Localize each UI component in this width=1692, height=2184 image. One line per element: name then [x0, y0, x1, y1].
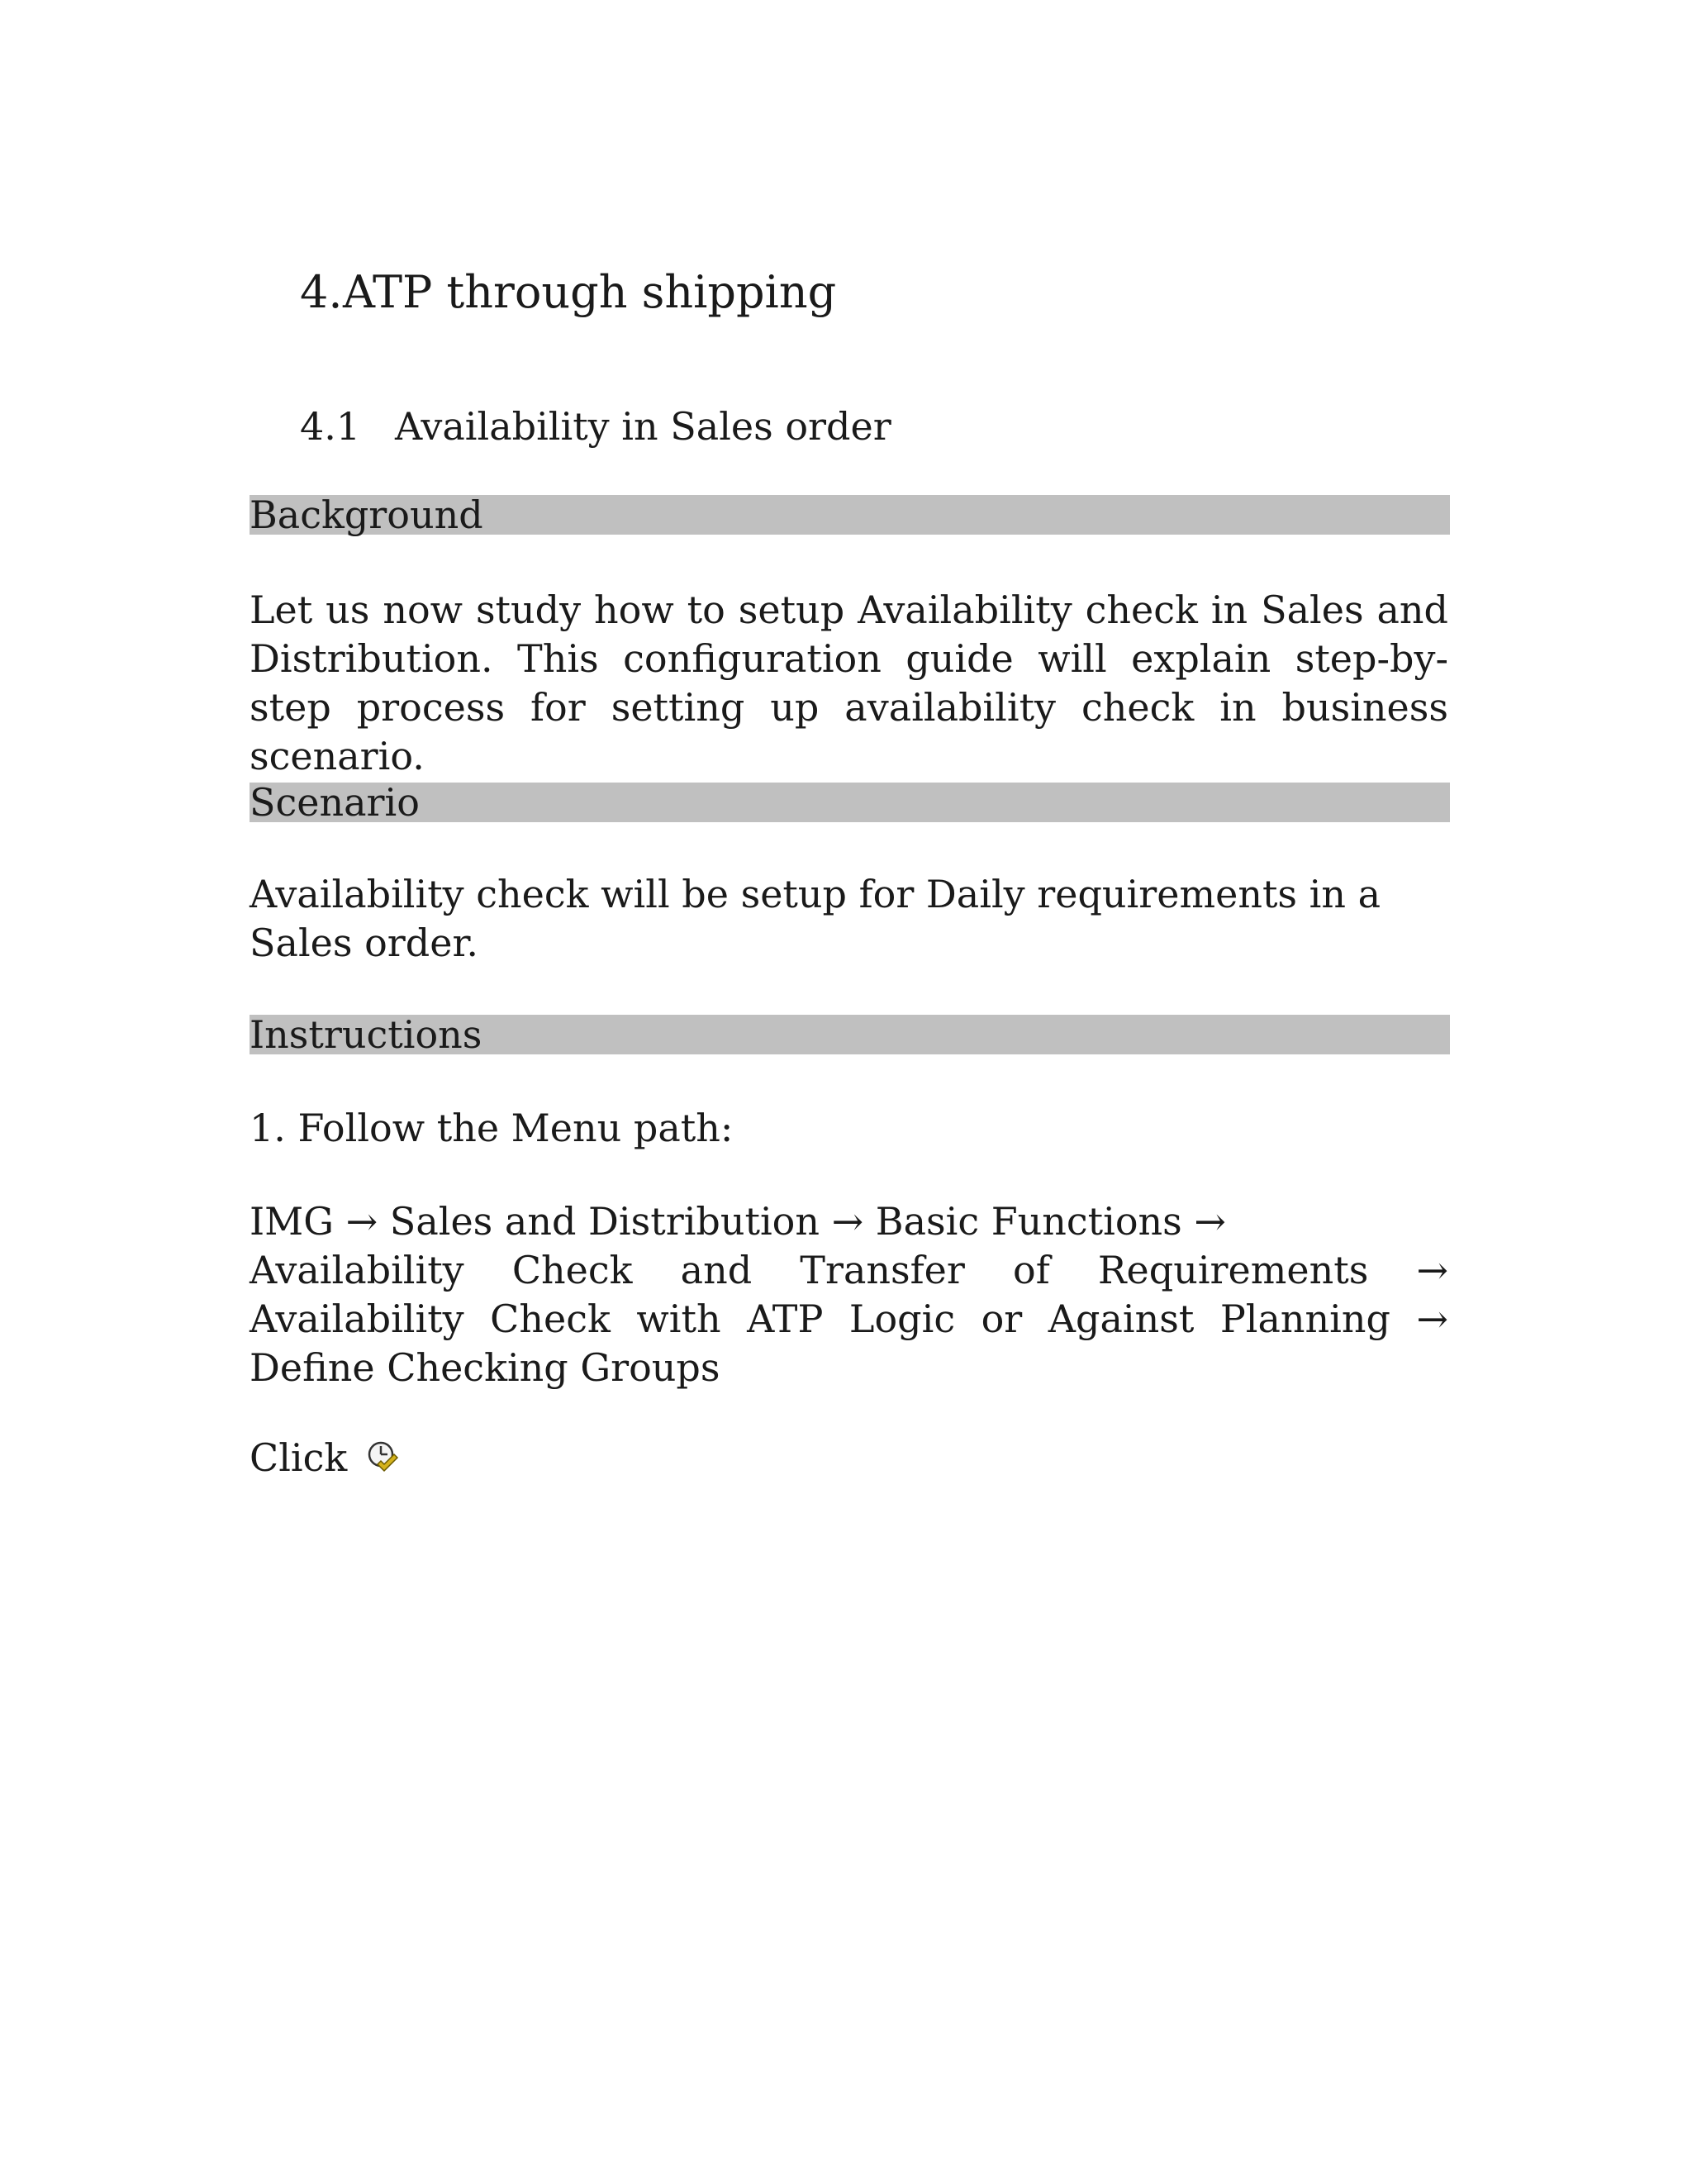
section-heading — [300, 404, 891, 449]
scenario-text — [250, 870, 1448, 968]
instructions-label: Instructions — [250, 1015, 1450, 1054]
background-text: Let us now study how to setup Availability check in Sales and Distribution. This configuration guide will explain step-by-step process for setting up availability check in business scenario. — [250, 588, 1448, 778]
scenario-text-line2: Sales order. — [250, 921, 479, 965]
chapter-number: 4. — [300, 266, 343, 318]
click-label: Click — [250, 1435, 348, 1480]
section-number: 4.1 — [300, 404, 361, 449]
menu-path — [250, 1197, 1448, 1392]
menu-path-rest: Availability Check and Transfer of Requirements → Availability Check with ATP Logic or Against Planning → Define Checking Groups — [250, 1248, 1448, 1390]
chapter-title: ATP through shipping — [343, 266, 837, 318]
scenario-text-line1: Availability check will be setup for Daily requirements in a — [250, 872, 1381, 916]
click-instruction — [250, 1434, 399, 1482]
clock-execute-icon — [366, 1435, 399, 1468]
section-title: Availability in Sales order — [395, 404, 891, 449]
background-label: Background — [250, 495, 1450, 535]
instruction-step-1: 1. Follow the Menu path: — [250, 1106, 734, 1150]
menu-path-line1: IMG → Sales and Distribution → Basic Functions → — [250, 1199, 1226, 1244]
chapter-heading — [300, 266, 836, 318]
scenario-label: Scenario — [250, 783, 1450, 822]
